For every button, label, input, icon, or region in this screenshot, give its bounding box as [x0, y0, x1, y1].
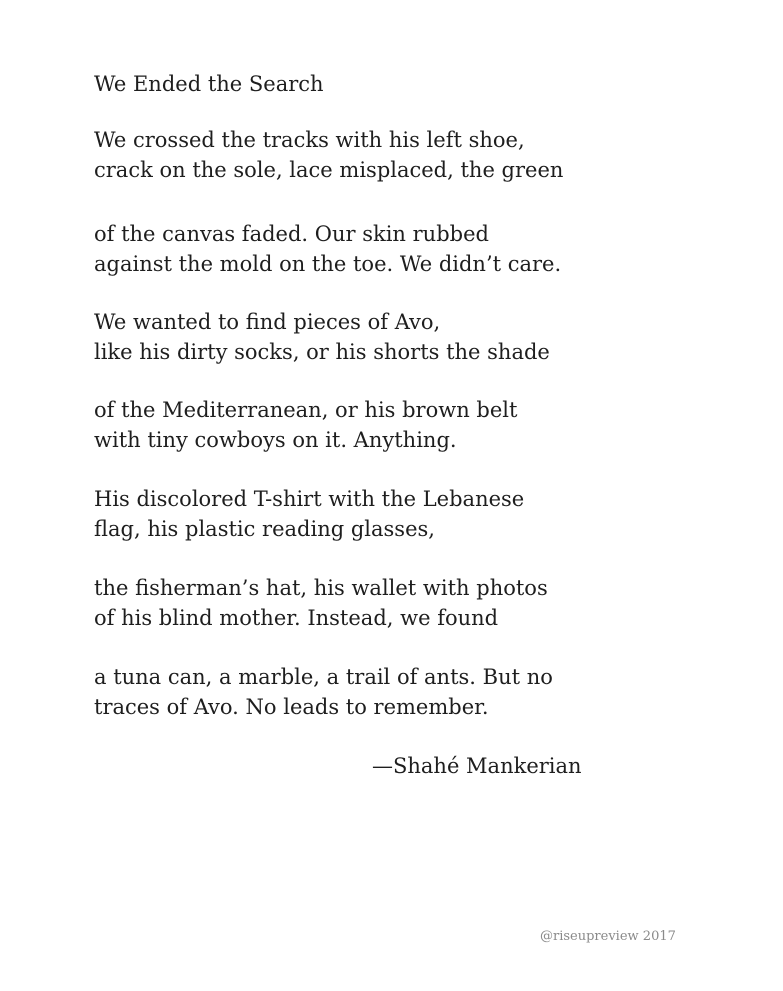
stanza [94, 395, 517, 455]
stanza [94, 125, 563, 185]
poem-title: We Ended the Search [94, 72, 324, 96]
poem-line: a tuna can, a marble, a trail of ants. But no [94, 665, 553, 689]
stanza [94, 662, 553, 722]
poem-line: like his dirty socks, or his shorts the shade [94, 340, 550, 364]
stanza [94, 484, 524, 544]
poem-line: flag, his plastic reading glasses, [94, 517, 435, 541]
poem-line: We wanted to find pieces of Avo, [94, 310, 441, 334]
poem-line: of the canvas faded. Our skin rubbed [94, 222, 489, 246]
poem-line: with tiny cowboys on it. Anything. [94, 428, 457, 452]
poem-line: of his blind mother. Instead, we found [94, 606, 499, 630]
stanza [94, 573, 548, 633]
poem-line: We crossed the tracks with his left shoe, [94, 128, 525, 152]
stanza [94, 307, 550, 367]
poem-line: His discolored T-shirt with the Lebanese [94, 487, 525, 511]
stanza [94, 219, 561, 279]
poem-line: traces of Avo. No leads to remember. [94, 695, 489, 719]
copyright-notice: @riseupreview 2017 [540, 929, 676, 944]
poem-line: the fisherman’s hat, his wallet with photos [94, 576, 548, 600]
poem-line: against the mold on the toe. We didn’t care. [94, 252, 562, 276]
poem-line: crack on the sole, lace misplaced, the green [94, 158, 564, 182]
poem-attribution: —Shahé Mankerian [372, 754, 582, 778]
poem-line: of the Mediterranean, or his brown belt [94, 398, 518, 422]
